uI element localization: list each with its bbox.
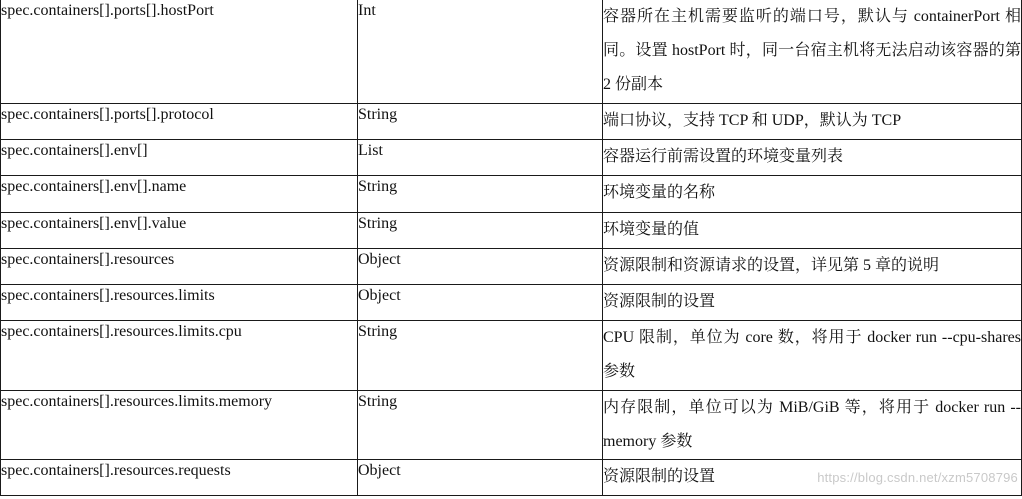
field-type: String: [358, 393, 398, 410]
field-description: 资源限制的设置: [603, 468, 716, 485]
field-type: List: [358, 142, 383, 159]
type-cell: [358, 176, 603, 213]
type-cell: [358, 140, 603, 176]
type-cell: [358, 285, 603, 321]
field-description: 端口协议，支持 TCP 和 UDP，默认为 TCP: [603, 112, 902, 129]
description-cell: [603, 391, 1022, 460]
field-cell: [1, 285, 358, 321]
field-type: String: [358, 178, 398, 195]
description-cell: [603, 460, 1022, 496]
field-description: CPU 限制，单位为 core 数，将用于 docker run --cpu-shares 参数: [603, 329, 1021, 380]
field-description: 环境变量的名称: [603, 184, 716, 201]
field-name: spec.containers[].env[].value: [1, 215, 187, 232]
description-cell: [603, 249, 1022, 285]
field-name: spec.containers[].env[].name: [1, 178, 187, 195]
field-cell: [1, 176, 358, 213]
type-cell: [358, 391, 603, 460]
field-cell: [1, 140, 358, 176]
description-cell: [603, 176, 1022, 213]
type-cell: [358, 249, 603, 285]
type-cell: [358, 460, 603, 496]
field-type: Object: [358, 251, 401, 268]
field-name: spec.containers[].ports[].protocol: [1, 106, 214, 123]
field-type: String: [358, 323, 398, 340]
table-row: [1, 104, 1022, 140]
field-name: spec.containers[].resources.requests: [1, 462, 231, 479]
table-row: [1, 140, 1022, 176]
table-row: [1, 249, 1022, 285]
table-row: [1, 0, 1022, 104]
field-type: Int: [358, 2, 376, 19]
description-cell: [603, 140, 1022, 176]
description-cell: [603, 213, 1022, 249]
field-cell: [1, 321, 358, 391]
type-cell: [358, 213, 603, 249]
field-type: String: [358, 106, 398, 123]
type-cell: [358, 104, 603, 140]
field-name: spec.containers[].ports[].hostPort: [1, 2, 214, 19]
field-cell: [1, 249, 358, 285]
table-row: [1, 391, 1022, 460]
field-cell: [1, 391, 358, 460]
field-description: 资源限制的设置: [603, 293, 716, 310]
field-name: spec.containers[].env[]: [1, 142, 148, 159]
type-cell: [358, 321, 603, 391]
field-description: 资源限制和资源请求的设置，详见第 5 章的说明: [603, 257, 940, 274]
field-cell: [1, 460, 358, 496]
field-type: Object: [358, 287, 401, 304]
description-cell: [603, 285, 1022, 321]
type-cell: [358, 0, 603, 104]
field-name: spec.containers[].resources.limits.memory: [1, 393, 273, 410]
field-cell: [1, 104, 358, 140]
field-name: spec.containers[].resources: [1, 251, 175, 268]
table-row: [1, 285, 1022, 321]
table-row: [1, 176, 1022, 213]
field-description: 容器运行前需设置的环境变量列表: [603, 148, 844, 165]
description-cell: [603, 0, 1022, 104]
field-description: 环境变量的值: [603, 221, 700, 238]
description-cell: [603, 321, 1022, 391]
description-cell: [603, 104, 1022, 140]
field-type: String: [358, 215, 398, 232]
field-type: Object: [358, 462, 401, 479]
field-name: spec.containers[].resources.limits.cpu: [1, 323, 242, 340]
table-row: [1, 213, 1022, 249]
watermark: https://blog.csdn.net/xzm5708796: [817, 470, 1018, 485]
field-cell: [1, 213, 358, 249]
field-description: 内存限制，单位可以为 MiB/GiB 等，将用于 docker run --memory 参数: [603, 399, 1021, 450]
table-row: [1, 460, 1022, 496]
table-row: [1, 321, 1022, 391]
field-name: spec.containers[].resources.limits: [1, 287, 215, 304]
field-description: 容器所在主机需要监听的端口号，默认与 containerPort 相同。设置 hostPort 时，同一台宿主机将无法启动该容器的第 2 份副本: [603, 8, 1021, 93]
field-cell: [1, 0, 358, 104]
